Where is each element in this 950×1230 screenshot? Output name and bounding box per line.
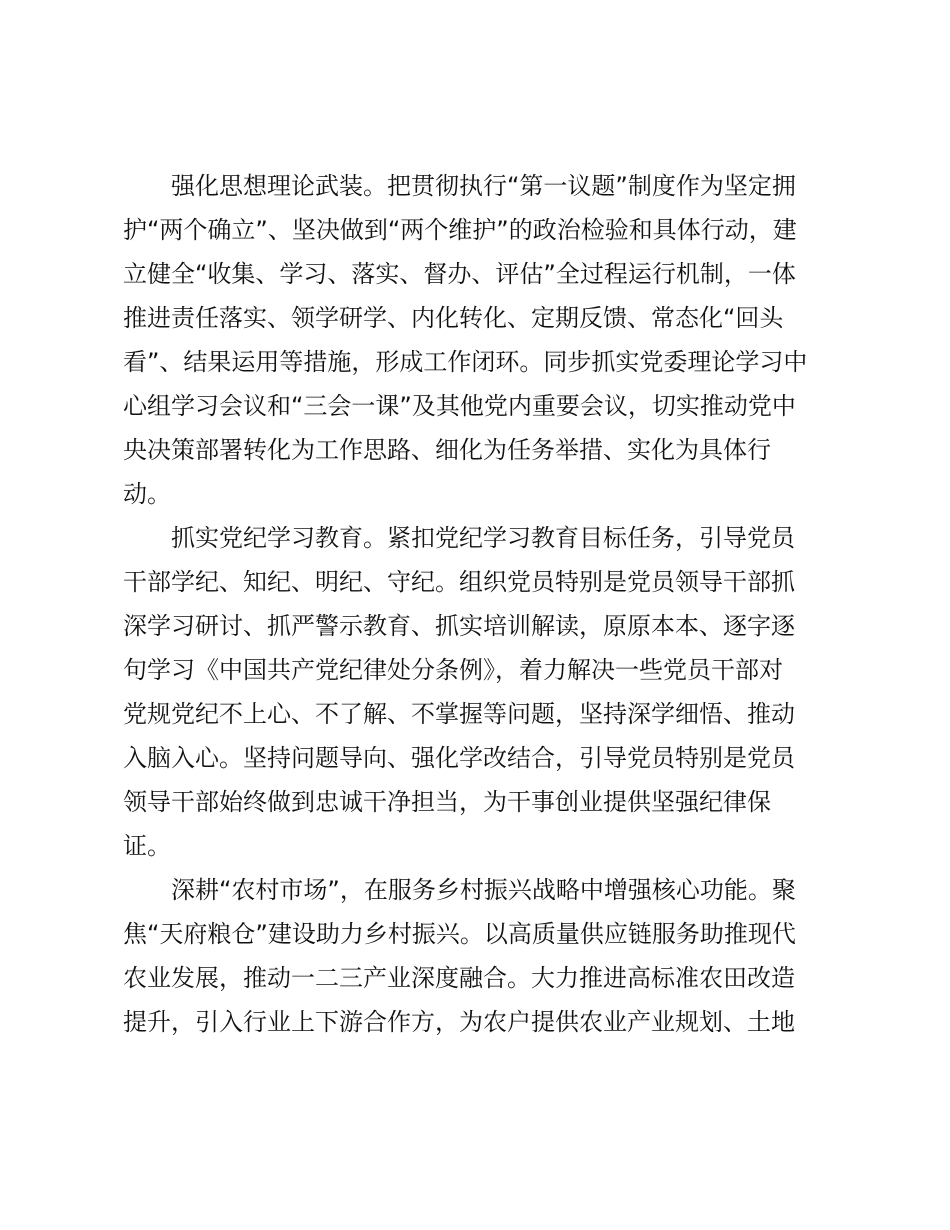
text-line: 焦“天府粮仓”建设助力乡村振兴。以高质量供应链服务助推现代	[123, 920, 796, 948]
text-line: 深耕“农村市场”，在服务乡村振兴战略中增强核心功能。聚	[171, 876, 796, 904]
text-line: 领导干部始终做到忠诚干净担当，为干事创业提供坚强纪律保	[123, 788, 771, 816]
text-line: 看”、结果运用等措施，形成工作闭环。同步抓实党委理论学习中	[123, 348, 808, 376]
text-line: 抓实党纪学习教育。紧扣党纪学习教育目标任务，引导党员	[171, 524, 795, 552]
paragraph-3	[123, 868, 843, 1044]
text-line: 央决策部署转化为工作思路、细化为任务举措、实化为具体行	[123, 436, 771, 464]
text-line: 动。	[123, 480, 171, 508]
document-body	[123, 164, 843, 1044]
paragraph-2	[123, 516, 843, 868]
text-line: 立健全“收集、学习、落实、督办、评估”全过程运行机制，一体	[123, 260, 796, 288]
text-line: 干部学纪、知纪、明纪、守纪。组织党员特别是党员领导干部抓	[123, 568, 795, 596]
text-line: 党规党纪不上心、不了解、不掌握等问题，坚持深学细悟、推动	[123, 700, 795, 728]
text-line: 提升，引入行业上下游合作方，为农户提供农业产业规划、土地	[123, 1008, 795, 1036]
text-line: 证。	[123, 832, 171, 860]
text-line: 心组学习会议和“三会一课”及其他党内重要会议，切实推动党中	[123, 392, 796, 420]
text-line: 深学习研讨、抓严警示教育、抓实培训解读，原原本本、逐字逐	[123, 612, 795, 640]
paragraph-1	[123, 164, 843, 516]
text-line: 推进责任落实、领学研学、内化转化、定期反馈、常态化“回头	[123, 304, 784, 332]
text-line: 强化思想理论武装。把贯彻执行“第一议题”制度作为坚定拥	[171, 172, 796, 200]
text-line: 护“两个确立”、坚决做到“两个维护”的政治检验和具体行动，建	[123, 216, 797, 244]
text-line: 句学习《中国共产党纪律处分条例》，着力解决一些党员干部对	[123, 656, 783, 684]
text-line: 农业发展，推动一二三产业深度融合。大力推进高标准农田改造	[123, 964, 795, 992]
text-line: 入脑入心。坚持问题导向、强化学改结合，引导党员特别是党员	[123, 744, 795, 772]
